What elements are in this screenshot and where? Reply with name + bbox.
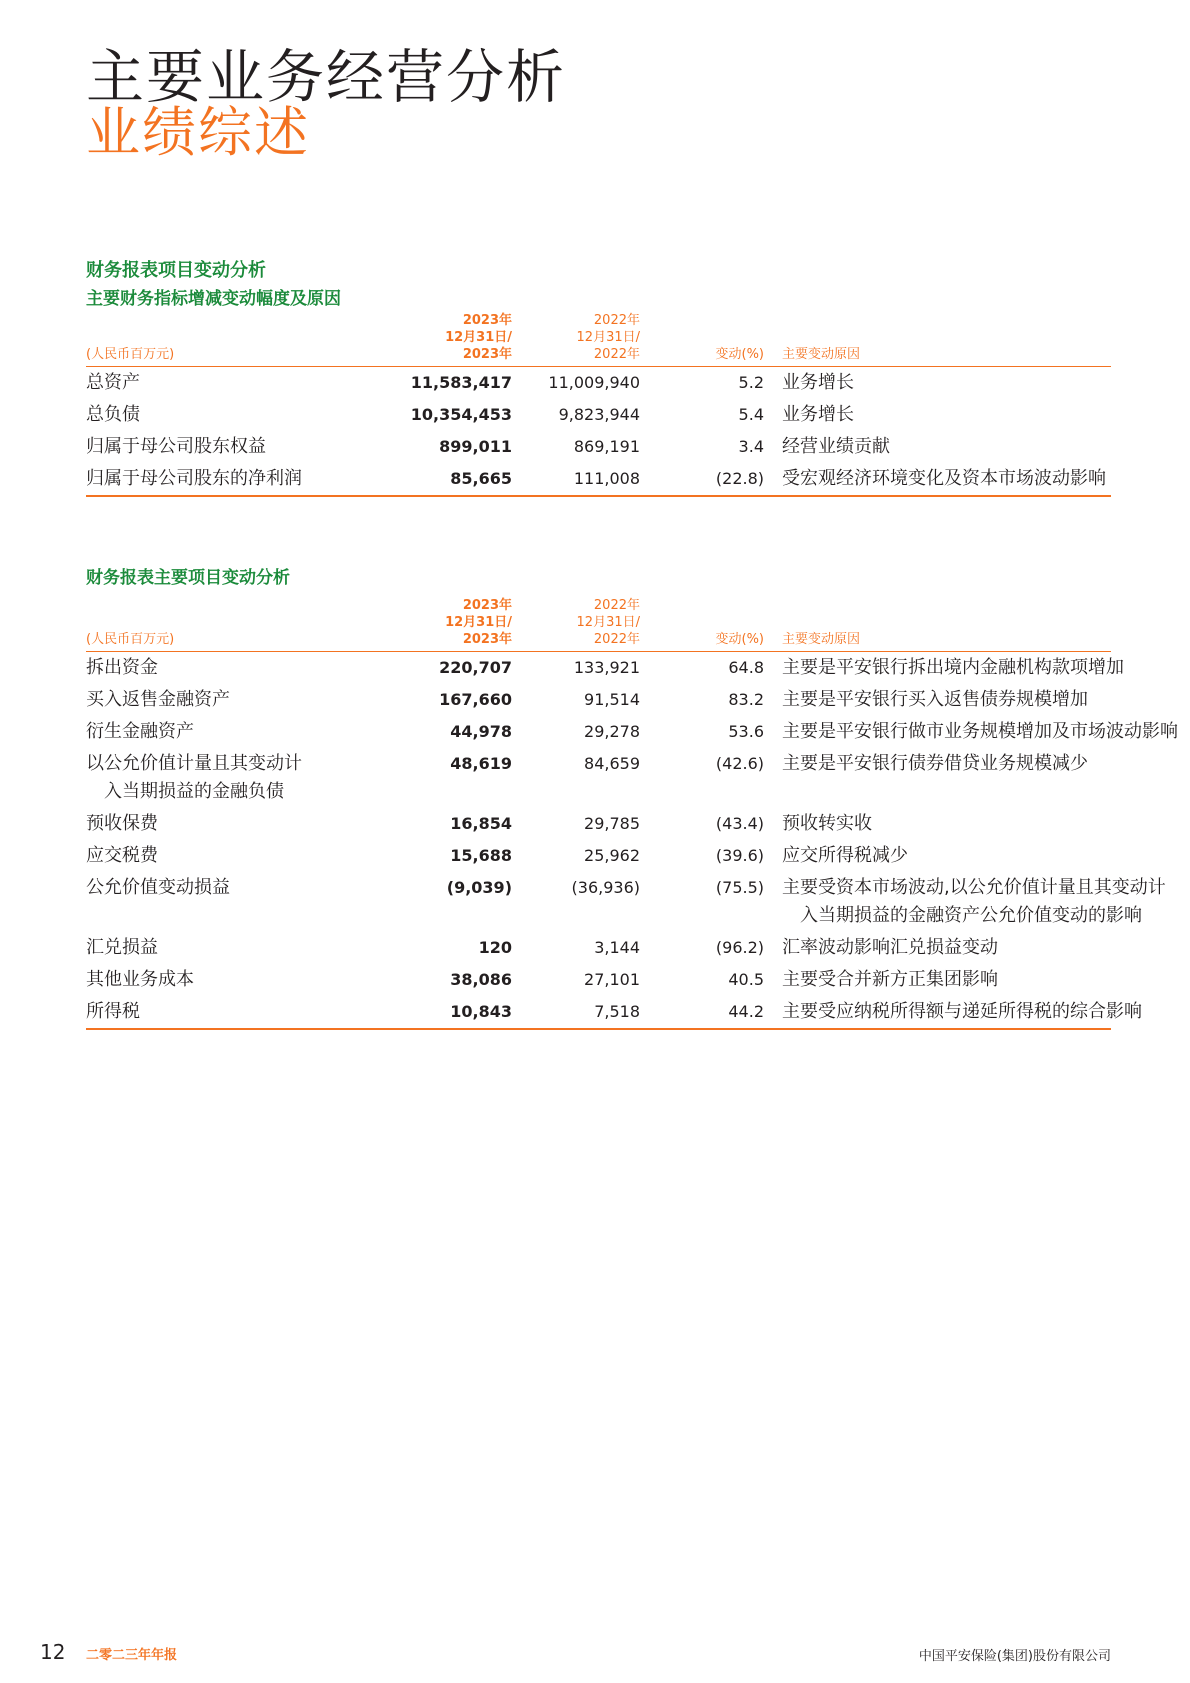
current-period-header: 2023年 12月31日/ 2023年 <box>314 312 516 367</box>
row-prior-value: 7,518 <box>516 996 642 1029</box>
row-prior-value: 29,785 <box>584 814 640 833</box>
row-prior-value: 9,823,944 <box>558 405 640 424</box>
row-reason: 主要是平安银行拆出境内金融机构款项增加 <box>782 657 1124 678</box>
row-change: 64.8 <box>728 658 764 677</box>
change-header: 变动(%) <box>642 597 768 652</box>
row-change: (75.5) <box>715 878 764 897</box>
row-reason: 主要是平安银行债券借贷业务规模减少 <box>782 753 1088 774</box>
row-prior-value: 111,008 <box>516 463 642 496</box>
table-row <box>86 840 1111 872</box>
row-reason: 主要受合并新方正集团影响 <box>782 969 998 990</box>
report-name: 二零二三年年报 <box>86 1648 178 1663</box>
table1-title: 主要财务指标增减变动幅度及原因 <box>86 289 341 309</box>
row-current-value: 120 <box>478 938 512 957</box>
row-change: (43.4) <box>715 814 764 833</box>
table-row <box>86 399 1111 431</box>
row-change: 3.4 <box>738 437 764 456</box>
row-reason: 业务增长 <box>782 404 854 425</box>
row-prior-value: 133,921 <box>573 658 640 677</box>
row-item: 买入返售金融资产 <box>86 689 230 710</box>
table-row <box>86 463 1111 496</box>
row-change: 40.5 <box>728 970 764 989</box>
row-current-value: 11,583,417 <box>410 373 512 392</box>
row-current-value: 220,707 <box>439 658 512 677</box>
row-reason: 业务增长 <box>782 372 854 393</box>
row-item: 总负债 <box>86 404 140 425</box>
table-row <box>86 431 1111 463</box>
table-row <box>86 964 1111 996</box>
page-title: 主要业务经营分析 <box>86 43 567 111</box>
table-header-row <box>86 312 1111 367</box>
row-change: (96.2) <box>715 938 764 957</box>
row-current-value: 44,978 <box>450 722 512 741</box>
row-current-value: 10,354,453 <box>410 405 512 424</box>
row-change: (22.8) <box>642 463 768 496</box>
row-current-value: 899,011 <box>439 437 512 456</box>
table-row <box>86 684 1111 716</box>
unit-header: (人民币百万元) <box>86 597 314 652</box>
row-current-value: 15,688 <box>450 846 512 865</box>
row-item: 应交税费 <box>86 845 158 866</box>
row-change: 53.6 <box>728 722 764 741</box>
row-prior-value: 91,514 <box>584 690 640 709</box>
row-item: 汇兑损益 <box>86 937 158 958</box>
table-row <box>86 748 1111 808</box>
row-prior-value: (36,936) <box>571 878 640 897</box>
page-number: 12 <box>40 1640 66 1664</box>
change-header: 变动(%) <box>642 312 768 367</box>
row-current-value: 167,660 <box>439 690 512 709</box>
row-reason: 预收转实收 <box>782 813 872 834</box>
row-reason: 经营业绩贡献 <box>782 436 890 457</box>
row-change: 5.2 <box>738 373 764 392</box>
row-current-value: 38,086 <box>450 970 512 989</box>
row-prior-value: 11,009,940 <box>548 373 640 392</box>
row-prior-value: 3,144 <box>594 938 640 957</box>
statement-items-table <box>86 597 1178 1030</box>
table-row <box>86 872 1111 932</box>
row-change: 5.4 <box>738 405 764 424</box>
row-change: 44.2 <box>642 996 768 1029</box>
row-current-value: 10,843 <box>314 996 516 1029</box>
row-current-value: 85,665 <box>314 463 516 496</box>
table-header-row <box>86 597 1111 652</box>
prior-period-header: 2022年 12月31日/ 2022年 <box>516 312 642 367</box>
table-row <box>86 367 1111 400</box>
row-prior-value: 27,101 <box>584 970 640 989</box>
reason-header: 主要变动原因 <box>768 312 1111 367</box>
row-item: 预收保费 <box>86 813 158 834</box>
row-current-value: 48,619 <box>450 754 512 773</box>
key-indicators-table <box>86 312 1111 497</box>
row-prior-value: 84,659 <box>584 754 640 773</box>
company-name: 中国平安保险(集团)股份有限公司 <box>918 1649 1111 1664</box>
row-reason: 受宏观经济环境变化及资本市场波动影响 <box>768 463 1111 496</box>
prior-period-header: 2022年 12月31日/ 2022年 <box>516 597 642 652</box>
row-current-value: 16,854 <box>450 814 512 833</box>
row-item: 所得税 <box>86 996 314 1029</box>
unit-header: (人民币百万元) <box>86 312 314 367</box>
row-reason: 主要受应纳税所得额与递延所得税的综合影响 <box>768 996 1111 1029</box>
current-period-header: 2023年 12月31日/ 2023年 <box>314 597 516 652</box>
row-item: 以公允价值计量且其变动计 入当期损益的金融负债 <box>86 753 302 802</box>
row-prior-value: 869,191 <box>573 437 640 456</box>
row-item: 其他业务成本 <box>86 969 194 990</box>
row-reason: 汇率波动影响汇兑损益变动 <box>782 937 998 958</box>
table-row <box>86 932 1111 964</box>
row-item: 总资产 <box>86 372 140 393</box>
section-title: 财务报表项目变动分析 <box>86 260 266 281</box>
row-reason: 主要是平安银行买入返售债券规模增加 <box>782 689 1088 710</box>
row-item: 公允价值变动损益 <box>86 877 230 898</box>
row-item: 归属于母公司股东的净利润 <box>86 463 314 496</box>
table2-title: 财务报表主要项目变动分析 <box>86 568 290 588</box>
row-item: 衍生金融资产 <box>86 721 194 742</box>
table-row <box>86 652 1111 685</box>
row-item: 归属于母公司股东权益 <box>86 436 266 457</box>
table-row <box>86 808 1111 840</box>
page-subtitle: 业绩综述 <box>86 101 310 164</box>
row-reason: 应交所得税减少 <box>782 845 908 866</box>
row-reason: 主要受资本市场波动,以公允价值计量且其变动计 入当期损益的金融资产公允价值变动的影响 <box>782 877 1166 926</box>
table-row <box>86 716 1111 748</box>
row-change: 83.2 <box>728 690 764 709</box>
row-change: (42.6) <box>715 754 764 773</box>
row-prior-value: 29,278 <box>584 722 640 741</box>
row-change: (39.6) <box>715 846 764 865</box>
reason-header: 主要变动原因 <box>768 597 1111 652</box>
row-current-value: (9,039) <box>446 878 512 897</box>
row-item: 拆出资金 <box>86 657 158 678</box>
table-row <box>86 996 1111 1029</box>
row-reason: 主要是平安银行做市业务规模增加及市场波动影响 <box>782 721 1178 742</box>
row-prior-value: 25,962 <box>584 846 640 865</box>
